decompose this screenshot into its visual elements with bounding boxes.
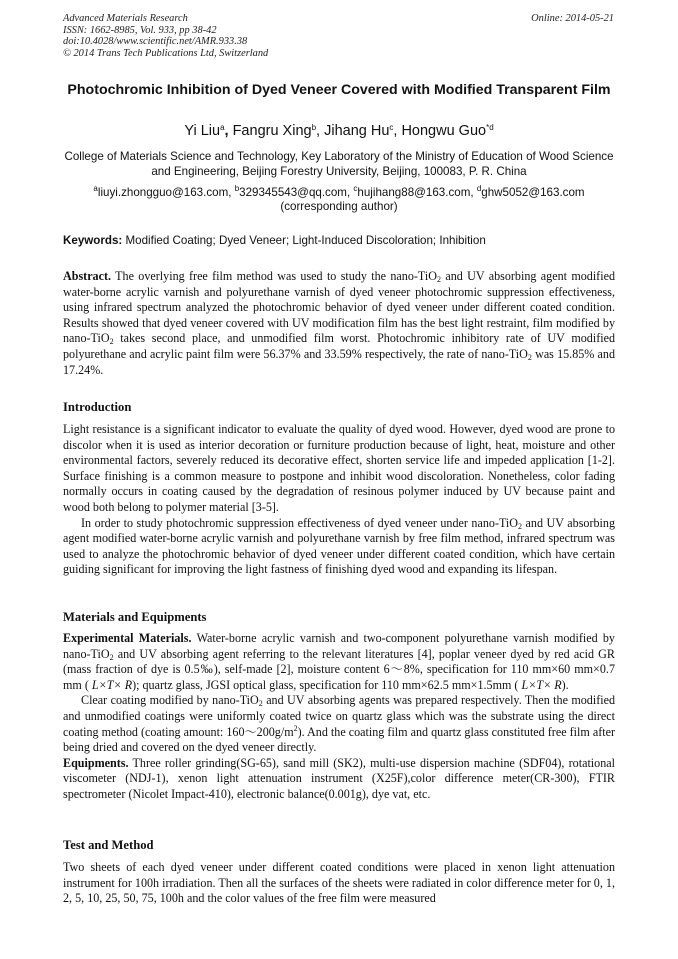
corresponding-note: (corresponding author) — [280, 200, 398, 213]
superscript: 2 — [293, 723, 298, 733]
author-mark: *d — [486, 123, 494, 132]
dimension-notation: L×T× R — [521, 677, 562, 692]
subscript: 2 — [518, 521, 523, 531]
author-mark: a — [220, 123, 225, 132]
paragraph-text: and UV absorbing agent modified water-borne acrylic varnish and polyurethane varnish by free film method, infrared spectrum was used to analyze the photochromic behavior of dyed veneer under different coated condition, which have certain guiding significant for improving the light fastness of finishing dyed wood and expanding its lifespan. — [63, 515, 615, 577]
email-address[interactable]: hujihang88@163.com, — [357, 186, 477, 199]
subscript: 2 — [258, 699, 263, 709]
author-separator: , — [316, 123, 325, 139]
doi-line: doi:10.4028/www.scientific.net/AMR.933.38 — [63, 36, 248, 48]
paragraph-text: Clear coating modified by nano-TiO — [81, 693, 259, 708]
materials-paragraph — [63, 631, 615, 693]
test-paragraph: Two sheets of each dyed veneer under different coated conditions were placed in xenon light attenuation instrument for 100h irradiation. Then all the surfaces of the sheets were radiated in color difference meter for 0, 1, 2, 5, 10, 25, 50, 75, 100h and the color values of the free film were measured — [63, 860, 615, 906]
author-name: Jihang Hu — [324, 123, 390, 139]
keywords-text: Modified Coating; Dyed Veneer; Light-Induced Discoloration; Inhibition — [122, 234, 486, 247]
affiliation: College of Materials Science and Technology, Key Laboratory of the Ministry of Education of Wood Science and Engineering, Beijing Forestry University, Beijing, 100083, P. R. China — [64, 150, 614, 178]
email-mark: b — [234, 184, 240, 193]
author-separator: , — [393, 123, 402, 139]
paragraph-text: and UV absorbing agents was prepared respectively. Then the modified and unmodified coatings were uniformly coated twice on quartz glass which was the substrate using the direct coating method (coating amount: 160～200g/m — [63, 693, 616, 739]
equipments-label: Equipments. — [63, 755, 129, 770]
abstract — [63, 269, 615, 378]
section-heading-materials: Materials and Equipments — [63, 610, 207, 624]
email-address[interactable]: liuyi.zhongguo@163.com, — [97, 186, 235, 199]
paragraph-text: and UV absorbing agent referring to the relevant literatures [4], poplar veneer dyed by red acid GR (mass fraction of dye is 0.5‰), self-made [2], moisture content 6～8%, specification for 110 mm×60 mm×0.7 mm ( — [63, 646, 615, 692]
abstract-label: Abstract. — [63, 269, 112, 283]
online-date: Online: 2014-05-21 — [531, 13, 614, 24]
subscript: 2 — [527, 352, 532, 362]
author-name: Fangru Xing — [232, 123, 312, 139]
paragraph-text: Water-borne acrylic varnish and two-component polyurethane varnish modified by nano-TiO — [63, 631, 615, 661]
equipments-paragraph — [63, 756, 615, 803]
paragraph-text: ). — [561, 677, 569, 692]
email-mark: c — [353, 184, 358, 193]
abstract-text: takes second place, and unmodified film worst. Photochromic inhibitory rate of UV modified polyurethane and acrylic paint film were 56.37% and 33.59% respectively, the rate of nano-TiO — [63, 331, 615, 361]
email-block — [63, 186, 615, 214]
materials-body — [63, 631, 615, 803]
paragraph-text: ). And the coating film and quartz glass constituted free film after being dried and covered on the dyed veneer directly. — [63, 724, 615, 755]
abstract-text: was 15.85% and 17.24%. — [63, 346, 615, 377]
section-heading-introduction: Introduction — [63, 400, 132, 414]
subscript: 2 — [109, 652, 114, 662]
issn-line: ISSN: 1662-8985, Vol. 933, pp 38-42 — [63, 24, 217, 36]
email-address[interactable]: 329345543@qq.com, — [239, 186, 354, 199]
paper-title: Photochromic Inhibition of Dyed Veneer Covered with Modified Transparent Film — [67, 82, 611, 98]
author-name: Yi Liu — [184, 123, 221, 139]
paragraph-text: In order to study photochromic suppression effectiveness of dyed veneer under nano-TiO — [81, 515, 519, 530]
paragraph-text: Three roller grinding(SG-65), sand mill (SK2), multi-use dispersion machine (SDF04), rotational viscometer (NDJ-1), xenon light attenuation instrument (X25F),color difference meter(CR-300), FTIR spectrometer (Nicolet Impact-410), electronic balance(0.001g), dye vat, etc. — [63, 755, 615, 801]
subscript: 2 — [436, 275, 441, 284]
keywords-label: Keywords: — [63, 234, 123, 247]
journal-name: Advanced Materials Research — [63, 13, 188, 24]
section-heading-test-method: Test and Method — [63, 838, 154, 852]
author-mark: c — [389, 123, 394, 132]
dimension-notation: L×T× R — [91, 677, 133, 692]
email-line — [63, 186, 615, 200]
paragraph-text: ); quartz glass, JGSI optical glass, specification for 110 mm×62.5 mm×1.5mm ( — [132, 677, 522, 692]
author-mark: b — [311, 123, 317, 132]
materials-label: Experimental Materials. — [63, 631, 192, 645]
email-mark: a — [93, 184, 98, 193]
introduction-body — [63, 422, 615, 578]
test-method-body — [63, 860, 615, 907]
abstract-text: The overlying free film method was used to study the nano-TiO — [111, 269, 437, 283]
email-mark: d — [476, 184, 482, 193]
author-separator: , — [224, 123, 233, 139]
journal-header — [63, 13, 268, 59]
email-address[interactable]: ghw5052@163.com — [481, 186, 585, 199]
abstract-text: and UV absorbing agent modified water-borne acrylic varnish and polyurethane varnish of dyed veneer photochromic suppression effectiveness, using infrared spectrum analyzed the photochromic behavior of dyed veneer under different coated condition. Results showed that dyed veneer covered with UV modification film has the best light restraint, film modified by nano-TiO — [63, 269, 615, 346]
author-name: Hongwu Guo — [401, 123, 487, 139]
subscript: 2 — [109, 337, 114, 347]
author-list — [63, 123, 615, 139]
intro-paragraph-1: Light resistance is a significant indicator to evaluate the quality of dyed wood. However, dyed wood are prone to discolor when it is used as interior decoration or furniture production because of light, heat, moisture and other environmental factors, severely reduced its decorative effect, shorten service life and impeded application [1-2]. Surface finishing is a common measure to postpone and inhibit wood discoloration. Nonetheless, color fading normally occurs in coating caused by the degradation of resinous polymer induced by UV because paint and wood both belong to polymer material [3-5]. — [63, 422, 615, 514]
intro-paragraph-2 — [63, 516, 615, 578]
coating-paragraph — [63, 693, 615, 755]
copyright-line: © 2014 Trans Tech Publications Ltd, Switzerland — [63, 47, 269, 59]
keywords — [63, 234, 615, 247]
